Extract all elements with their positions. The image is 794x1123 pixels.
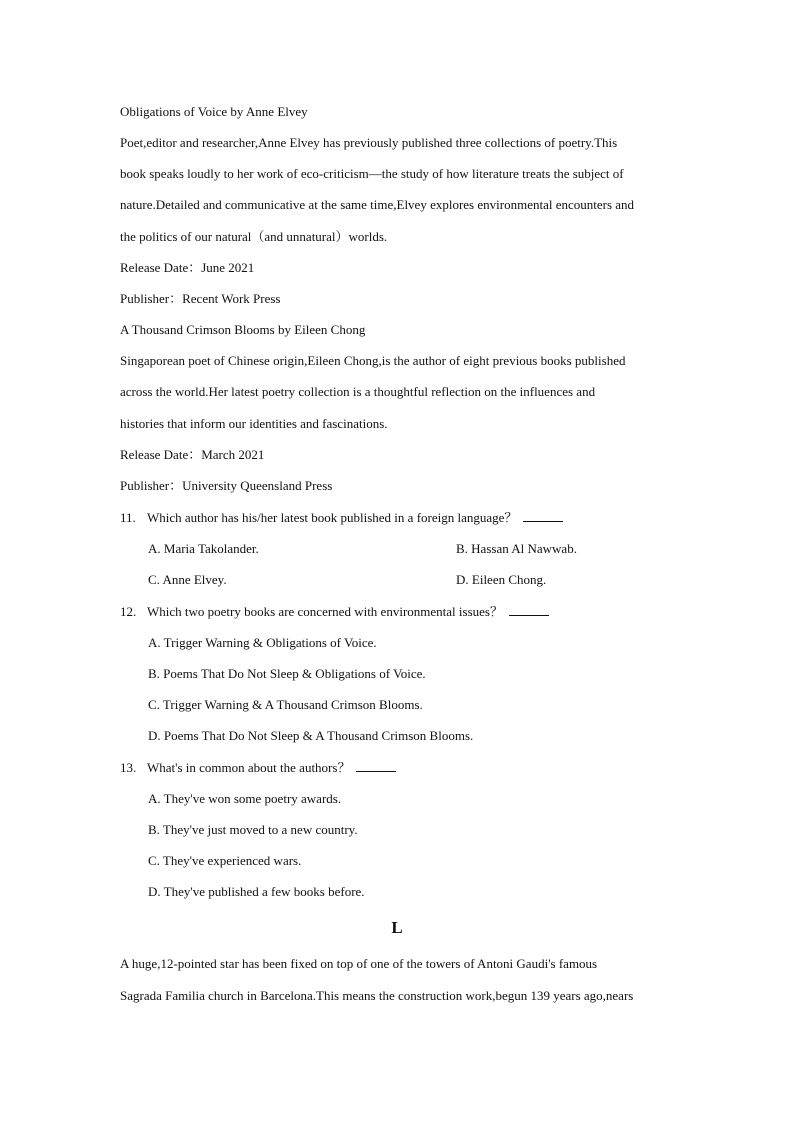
answer-blank — [523, 509, 563, 522]
book-title-crimson-blooms: A Thousand Crimson Blooms by Eileen Chong — [120, 322, 366, 337]
question-11 — [120, 509, 563, 526]
option-b: B. Hassan Al Nawwab. — [456, 541, 577, 556]
question-text: What's in common about the authors？ — [147, 760, 351, 775]
option-a: A. Maria Takolander. — [148, 541, 259, 556]
option-b: B. They've just moved to a new country. — [148, 822, 358, 837]
option-c: C. Anne Elvey. — [148, 572, 227, 587]
option-c: C. Trigger Warning & A Thousand Crimson Blooms. — [148, 697, 423, 712]
book-description-line: book speaks loudly to her work of eco-criticism—the study of how literature treats the subject of — [120, 166, 624, 181]
answer-blank — [509, 603, 549, 616]
question-number: 12. — [120, 604, 137, 619]
book-description-line: Singaporean poet of Chinese origin,Eileen Chong,is the author of eight previous books published — [120, 353, 626, 368]
option-d: D. Poems That Do Not Sleep & A Thousand Crimson Blooms. — [148, 728, 474, 743]
question-text: Which two poetry books are concerned with environmental issues？ — [147, 604, 503, 619]
book-description-line: Poet,editor and researcher,Anne Elvey has previously published three collections of poetry.This — [120, 135, 618, 150]
question-13 — [120, 759, 396, 776]
option-a: A. They've won some poetry awards. — [148, 791, 342, 806]
release-date: Release Date：June 2021 — [120, 260, 255, 275]
publisher: Publisher：University Queensland Press — [120, 478, 333, 493]
release-date: Release Date：March 2021 — [120, 447, 265, 462]
question-12 — [120, 603, 549, 620]
book-description-line: across the world.Her latest poetry collection is a thoughtful reflection on the influences and — [120, 384, 596, 399]
section-heading: L — [391, 918, 403, 937]
book-title-obligations: Obligations of Voice by Anne Elvey — [120, 104, 308, 119]
option-a: A. Trigger Warning & Obligations of Voice. — [148, 635, 377, 650]
question-number: 11. — [120, 510, 136, 525]
book-description-line: the politics of our natural（and unnatural）worlds. — [120, 229, 388, 244]
option-d: D. They've published a few books before. — [148, 884, 365, 899]
option-c: C. They've experienced wars. — [148, 853, 302, 868]
publisher: Publisher：Recent Work Press — [120, 291, 281, 306]
option-d: D. Eileen Chong. — [456, 572, 547, 587]
answer-blank — [356, 759, 396, 772]
option-b: B. Poems That Do Not Sleep & Obligations of Voice. — [148, 666, 426, 681]
question-text: Which author has his/her latest book published in a foreign language？ — [147, 510, 518, 525]
book-description-line: nature.Detailed and communicative at the same time,Elvey explores environmental encounters and — [120, 197, 635, 212]
passage-line: Sagrada Familia church in Barcelona.This means the construction work,begun 139 years ago,nears — [120, 988, 634, 1003]
book-description-line: histories that inform our identities and fascinations. — [120, 416, 388, 431]
question-number: 13. — [120, 760, 137, 775]
passage-line: A huge,12-pointed star has been fixed on top of one of the towers of Antoni Gaudi's famous — [120, 956, 598, 971]
